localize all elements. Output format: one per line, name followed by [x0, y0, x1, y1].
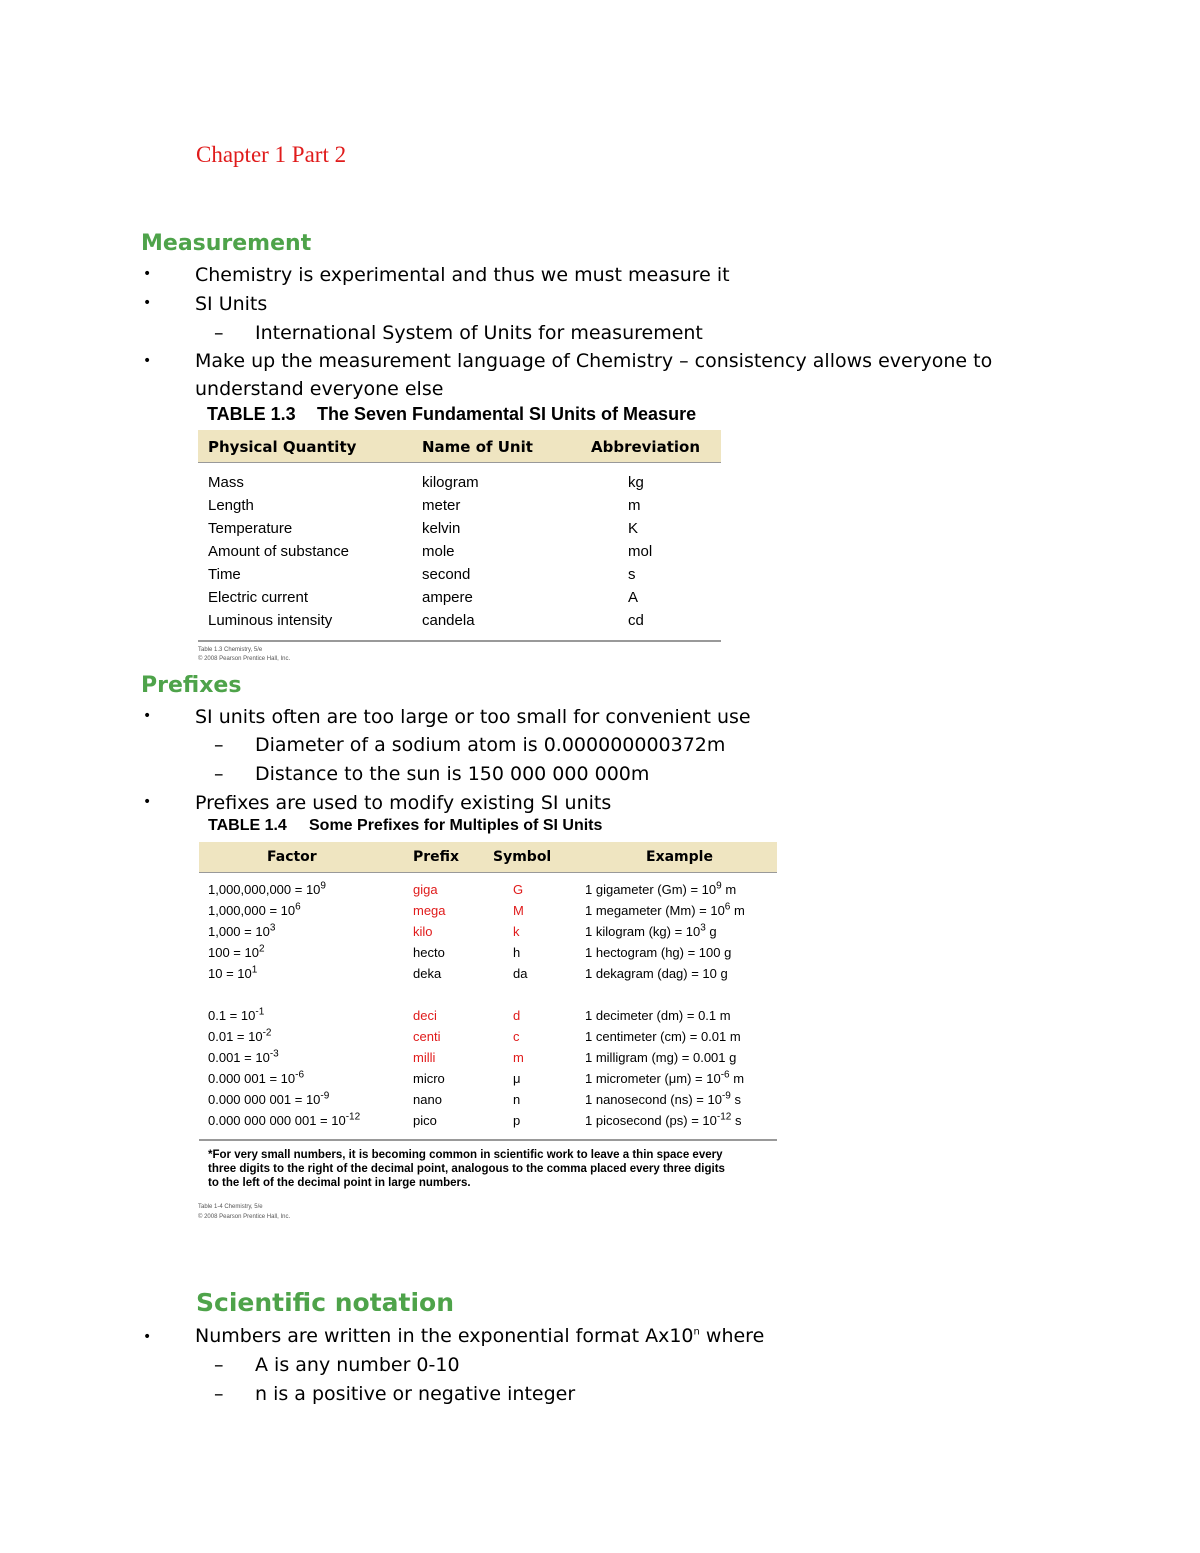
table-cell: Amount of substance — [208, 543, 349, 560]
bullet-icon: • — [143, 295, 152, 311]
bullet-icon: • — [143, 794, 152, 810]
table14-factor: 0.000 000 $001 = 10^{-9}$ — [208, 1090, 330, 1107]
scientific-bullet-tail: where — [699, 1325, 765, 1347]
table14-example: 1 kilogram $(kg) = 10^3$ g — [585, 922, 717, 939]
table-cell: kg — [628, 474, 644, 491]
table14-example: 1 dekagram (dag) = 10 g — [585, 966, 728, 981]
table14-example: 1 centimeter (cm) = 0.01 m — [585, 1029, 741, 1044]
table14-caption-2: © 2008 Pearson Prentice Hall, Inc. — [198, 1214, 291, 1220]
footnote-line: *For very small numbers, it is becoming common in scientific work to leave a thin space every — [208, 1149, 723, 1161]
exponent: -12 — [345, 1111, 361, 1123]
table14-prefix: kilo — [413, 924, 433, 939]
table-cell: candela — [422, 612, 475, 629]
exponent: 6 — [295, 901, 301, 913]
exponent: 1 — [251, 964, 258, 976]
table14-symbol: h — [513, 945, 521, 960]
exponent: -9 — [320, 1090, 330, 1102]
table-cell: m — [628, 497, 641, 514]
table13-header-quantity: Physical Quantity — [208, 438, 357, 456]
table14-header-factor: Factor — [267, 849, 317, 865]
scientific-subbullet-1: A is any number 0-10 — [255, 1354, 460, 1376]
table14-example: 1 nanosecond $(ns) = 10^{-9}$ s — [585, 1090, 741, 1107]
table13-bottom-rule — [198, 640, 721, 642]
table14-example: 1 gigameter $(Gm) = 10^9$ m — [585, 880, 737, 897]
table14-prefix: milli — [413, 1050, 436, 1065]
table14-example: 1 hectogram (hg) = 100 g — [585, 945, 732, 960]
scientific-subbullet-2: n is a positive or negative integer — [255, 1383, 576, 1405]
measurement-bullet-2: SI Units — [195, 293, 268, 315]
dash-icon: – — [214, 322, 224, 344]
table-cell: kilogram — [422, 474, 479, 491]
table-cell: second — [422, 566, 471, 583]
exponent: 3 — [269, 922, 276, 934]
table13-header-unit: Name of Unit — [422, 438, 533, 456]
exponent: -3 — [269, 1048, 279, 1060]
table-cell: Mass — [208, 474, 244, 491]
table14-symbol: k — [513, 924, 520, 939]
exponent: -1 — [255, 1006, 265, 1018]
prefixes-bullet-2: Prefixes are used to modify existing SI units — [195, 792, 612, 814]
table14-factor: 0.000 $001 = 10^{-6}$ — [208, 1069, 305, 1086]
table13-caption-1: Table 1.3 Chemistry, 5/e — [198, 647, 263, 653]
table-cell: Luminous intensity — [208, 612, 333, 629]
dash-icon: – — [214, 1383, 224, 1405]
table-cell: Temperature — [208, 520, 293, 537]
table13-caption-2: © 2008 Pearson Prentice Hall, Inc. — [198, 656, 291, 662]
bullet-icon: • — [143, 266, 152, 282]
exponent: 2 — [258, 943, 265, 955]
exponent: -12 — [716, 1111, 732, 1123]
table14-factor: $100 = 10^2$ — [208, 943, 265, 960]
exponent: -6 — [720, 1069, 730, 1081]
table14-example: 1 megameter $(Mm) = 10^6$ m — [585, 901, 745, 918]
table14-symbol: G — [513, 882, 524, 897]
exponent: 6 — [724, 901, 731, 913]
measurement-heading: Measurement — [141, 231, 312, 256]
table14-factor: $0.1 = 10^{-1}$ — [208, 1006, 265, 1023]
table14-example: 1 decimeter (dm) = 0.1 m — [585, 1008, 731, 1023]
bullet-icon: • — [143, 708, 152, 724]
table-cell: mol — [628, 543, 653, 560]
bullet-icon: • — [143, 353, 152, 369]
exponent: -6 — [295, 1069, 305, 1081]
prefixes-subbullet-2: Distance to the sun is 150 000 000 000m — [255, 763, 650, 785]
table14-bottom-rule — [199, 1139, 777, 1141]
table14-factor: $1,000,000,000 = 10^9$ — [208, 880, 326, 897]
table14-factor: $1,000 = 10^3$ — [208, 922, 276, 939]
table14-prefix: pico — [413, 1113, 437, 1128]
footnote-line: three digits to the right of the decimal point, analogous to the comma placed every three digits — [208, 1163, 725, 1175]
table14-example: 1 micrometer $(\mu m) = 10^{-6}$ m — [585, 1069, 745, 1086]
scientific-heading: Scientific notation — [196, 1288, 455, 1317]
table14-symbol: m — [513, 1050, 524, 1065]
exponent: -9 — [721, 1090, 731, 1102]
prefixes-bullet-1: SI units often are too large or too small for convenient use — [195, 706, 751, 728]
table-cell: ampere — [422, 589, 473, 606]
dash-icon: – — [214, 734, 224, 756]
exponent: 9 — [716, 880, 722, 892]
measurement-bullet-3: Make up the measurement language of Chemistry – consistency allows everyone to — [195, 350, 993, 372]
page-title: Chapter 1 Part 2 — [196, 142, 347, 167]
table14-example: 1 milligram (mg) = 0.001 g — [585, 1050, 737, 1065]
table14-prefix: deka — [413, 966, 442, 981]
table14-footnote — [208, 1148, 725, 1190]
table14-body — [199, 882, 777, 1132]
footnote-line: to the left of the decimal point in large numbers. — [208, 1177, 471, 1189]
table-cell: kelvin — [422, 520, 461, 537]
table14-title: Some Prefixes for Multiples of SI Units — [309, 817, 603, 834]
table14-factor: 0.000 000 000 $001 = 10^{-12}$ — [208, 1111, 361, 1128]
table14-symbol: μ — [513, 1071, 521, 1086]
table14-prefix: mega — [413, 903, 446, 918]
prefixes-subbullet-1: Diameter of a sodium atom is 0.000000000372m — [255, 734, 726, 756]
table14-prefix: centi — [413, 1029, 441, 1044]
table14-header-symbol: Symbol — [493, 849, 552, 865]
exponent: -2 — [262, 1027, 272, 1039]
table-cell: Electric current — [208, 589, 309, 606]
bullet-icon: • — [143, 1329, 152, 1345]
measurement-bullet-1: Chemistry is experimental and thus we must measure it — [195, 264, 730, 286]
scientific-bullet-1 — [195, 1322, 764, 1350]
measurement-subbullet-1: International System of Units for measurement — [255, 322, 703, 344]
table-cell: K — [628, 520, 639, 537]
table14-header — [199, 842, 777, 872]
table-cell: s — [628, 566, 636, 583]
table13-label: TABLE 1.3 — [207, 404, 296, 424]
table14-prefix: deci — [413, 1008, 437, 1023]
scientific-exponent: n — [693, 1326, 700, 1338]
table14-factor: $10 = 10^1$ — [208, 964, 258, 981]
table13-header-abbr: Abbreviation — [591, 438, 700, 456]
table14-symbol: n — [513, 1092, 521, 1107]
table14-prefix: giga — [413, 882, 438, 897]
table14-example: 1 picosecond $(ps) = 10^{-12}$ s — [585, 1111, 742, 1128]
dash-icon: – — [214, 1354, 224, 1376]
table14-header-prefix: Prefix — [413, 849, 460, 865]
table14-symbol: d — [513, 1008, 521, 1023]
table-cell: Length — [208, 497, 254, 514]
table14-prefix: nano — [413, 1092, 442, 1107]
table14-prefix: micro — [413, 1071, 445, 1086]
table-cell: meter — [422, 497, 461, 514]
table14-rule — [199, 872, 777, 873]
table-cell: Time — [208, 566, 241, 583]
table13-header — [198, 430, 721, 462]
table14-caption-1: Table 1-4 Chemistry, 5/e — [198, 1204, 263, 1210]
table-cell: cd — [628, 612, 644, 629]
scientific-bullet-text: Numbers are written in the exponential format Ax10 — [195, 1325, 694, 1347]
exponent: 3 — [700, 922, 706, 934]
table14-label: TABLE 1.4 — [208, 817, 287, 834]
table14-factor: $0.001 = 10^{-3}$ — [208, 1048, 279, 1065]
prefixes-heading: Prefixes — [141, 673, 242, 698]
exponent: 9 — [320, 880, 326, 892]
table13-rule — [198, 462, 721, 463]
measurement-bullet-3-cont: understand everyone else — [195, 378, 444, 400]
table14-symbol: c — [513, 1029, 520, 1044]
table14-prefix: hecto — [413, 945, 445, 960]
table14-symbol: da — [513, 966, 528, 981]
table14-header-example: Example — [646, 849, 713, 865]
table14-factor: $1,000,000 = 10^6$ — [208, 901, 301, 918]
table-cell: A — [628, 589, 639, 606]
table14-symbol: p — [513, 1113, 521, 1128]
table-cell: mole — [422, 543, 455, 560]
table14-symbol: M — [513, 903, 524, 918]
table13-title: The Seven Fundamental SI Units of Measure — [317, 404, 697, 424]
table14-factor: $0.01 = 10^{-2}$ — [208, 1027, 272, 1044]
dash-icon: – — [214, 763, 224, 785]
